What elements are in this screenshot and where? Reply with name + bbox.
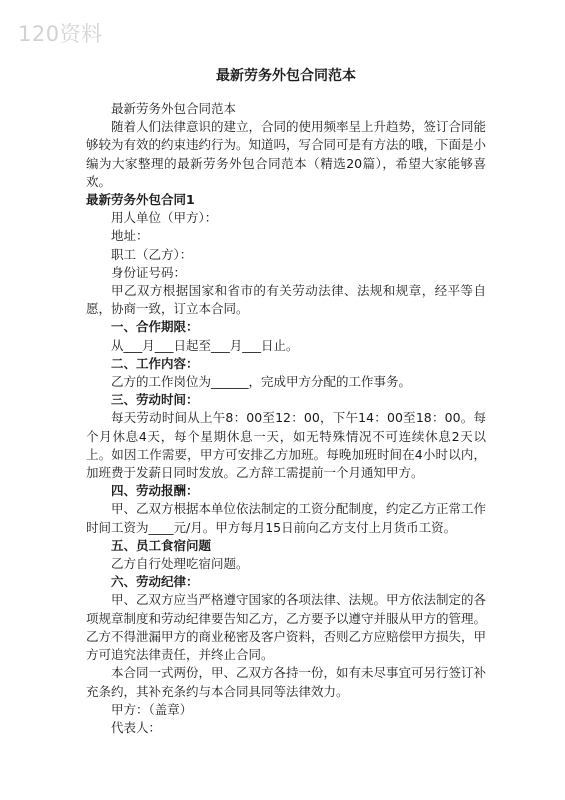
document-title: 最新劳务外包合同范本 bbox=[216, 68, 356, 84]
intro-paragraph: 随着人们法律意识的建立，合同的使用频率呈上升趋势，签订合同能够较为有效的约束违约行为。知道吗，写合同可是有方法的哦，下面是小编为大家整理的最新劳务外包合同范本（精选20篇），希望大家能够喜欢。 bbox=[86, 119, 487, 189]
intro-line: 最新劳务外包合同范本 bbox=[111, 101, 237, 116]
party-id-number: 身份证号码： bbox=[111, 264, 187, 280]
section-heading-hours: 三、劳动时间： bbox=[111, 392, 199, 408]
section-heading-lodging: 五、员工食宿问题 bbox=[111, 537, 212, 553]
section-heading-content: 二、工作内容： bbox=[111, 355, 199, 371]
document-page bbox=[86, 66, 486, 737]
section-paragraph: 乙方自行处理吃宿问题。 bbox=[111, 556, 249, 572]
party-employer: 用人单位（甲方）： bbox=[111, 210, 218, 226]
signature-representative: 代表人： bbox=[111, 719, 162, 735]
section-paragraph: 甲、乙双方根据本单位依法制定的工资分配制度，约定乙方正常工作时间工资为____元/月。甲方每月15日前向乙方支付上月货币工资。 bbox=[86, 501, 487, 535]
party-employee: 职工（乙方）： bbox=[111, 246, 193, 262]
party-address: 地址： bbox=[111, 228, 149, 244]
section-paragraph: 甲、乙双方应当严格遵守国家的各项法律、法规。甲方依法制定的各项规章制度和劳动纪律要告知乙方，乙方要予以遵守并服从甲方的管理。乙方不得泄漏甲方的商业秘密及客户资料，否则乙方应赔偿甲方损失，甲方可追究法律责任，并终止合同。 bbox=[86, 592, 487, 663]
section-paragraph: 从___月___日起至___月___日止。 bbox=[111, 337, 299, 353]
section-paragraph: 乙方的工作岗位为______，完成甲方分配的工作事务。 bbox=[111, 374, 412, 390]
watermark: 120资料 bbox=[18, 22, 103, 46]
section-paragraph: 每天劳动时间从上午8：00至12：00，下午14：00至18：00。每个月休息4天，每个星期休息一天，如无特殊情况不可连续休息2天以上。如因工作需要，甲方可安排乙方加班。每晚加班时间在4小时以内，加班费于发薪日同时发放。乙方辞工需提前一个月通知甲方。 bbox=[86, 410, 486, 481]
signature-party-a: 甲方：（盖章） bbox=[111, 701, 193, 717]
party-agreement: 甲乙双方根据国家和省市的有关劳动法律、法规和规章，经平等自愿，协商一致，订立本合同。 bbox=[86, 283, 486, 317]
section-heading-pay: 四、劳动报酬： bbox=[111, 483, 199, 499]
section-heading-discipline: 六、劳动纪律： bbox=[111, 574, 199, 590]
contract-heading: 最新劳务外包合同1 bbox=[86, 192, 195, 208]
section-paragraph: 本合同一式两份，甲、乙双方各持一份，如有未尽事宜可另行签订补充条约，其补充条约与本合同具同等法律效力。 bbox=[86, 665, 487, 699]
section-heading-term: 一、合作期限： bbox=[111, 319, 199, 335]
